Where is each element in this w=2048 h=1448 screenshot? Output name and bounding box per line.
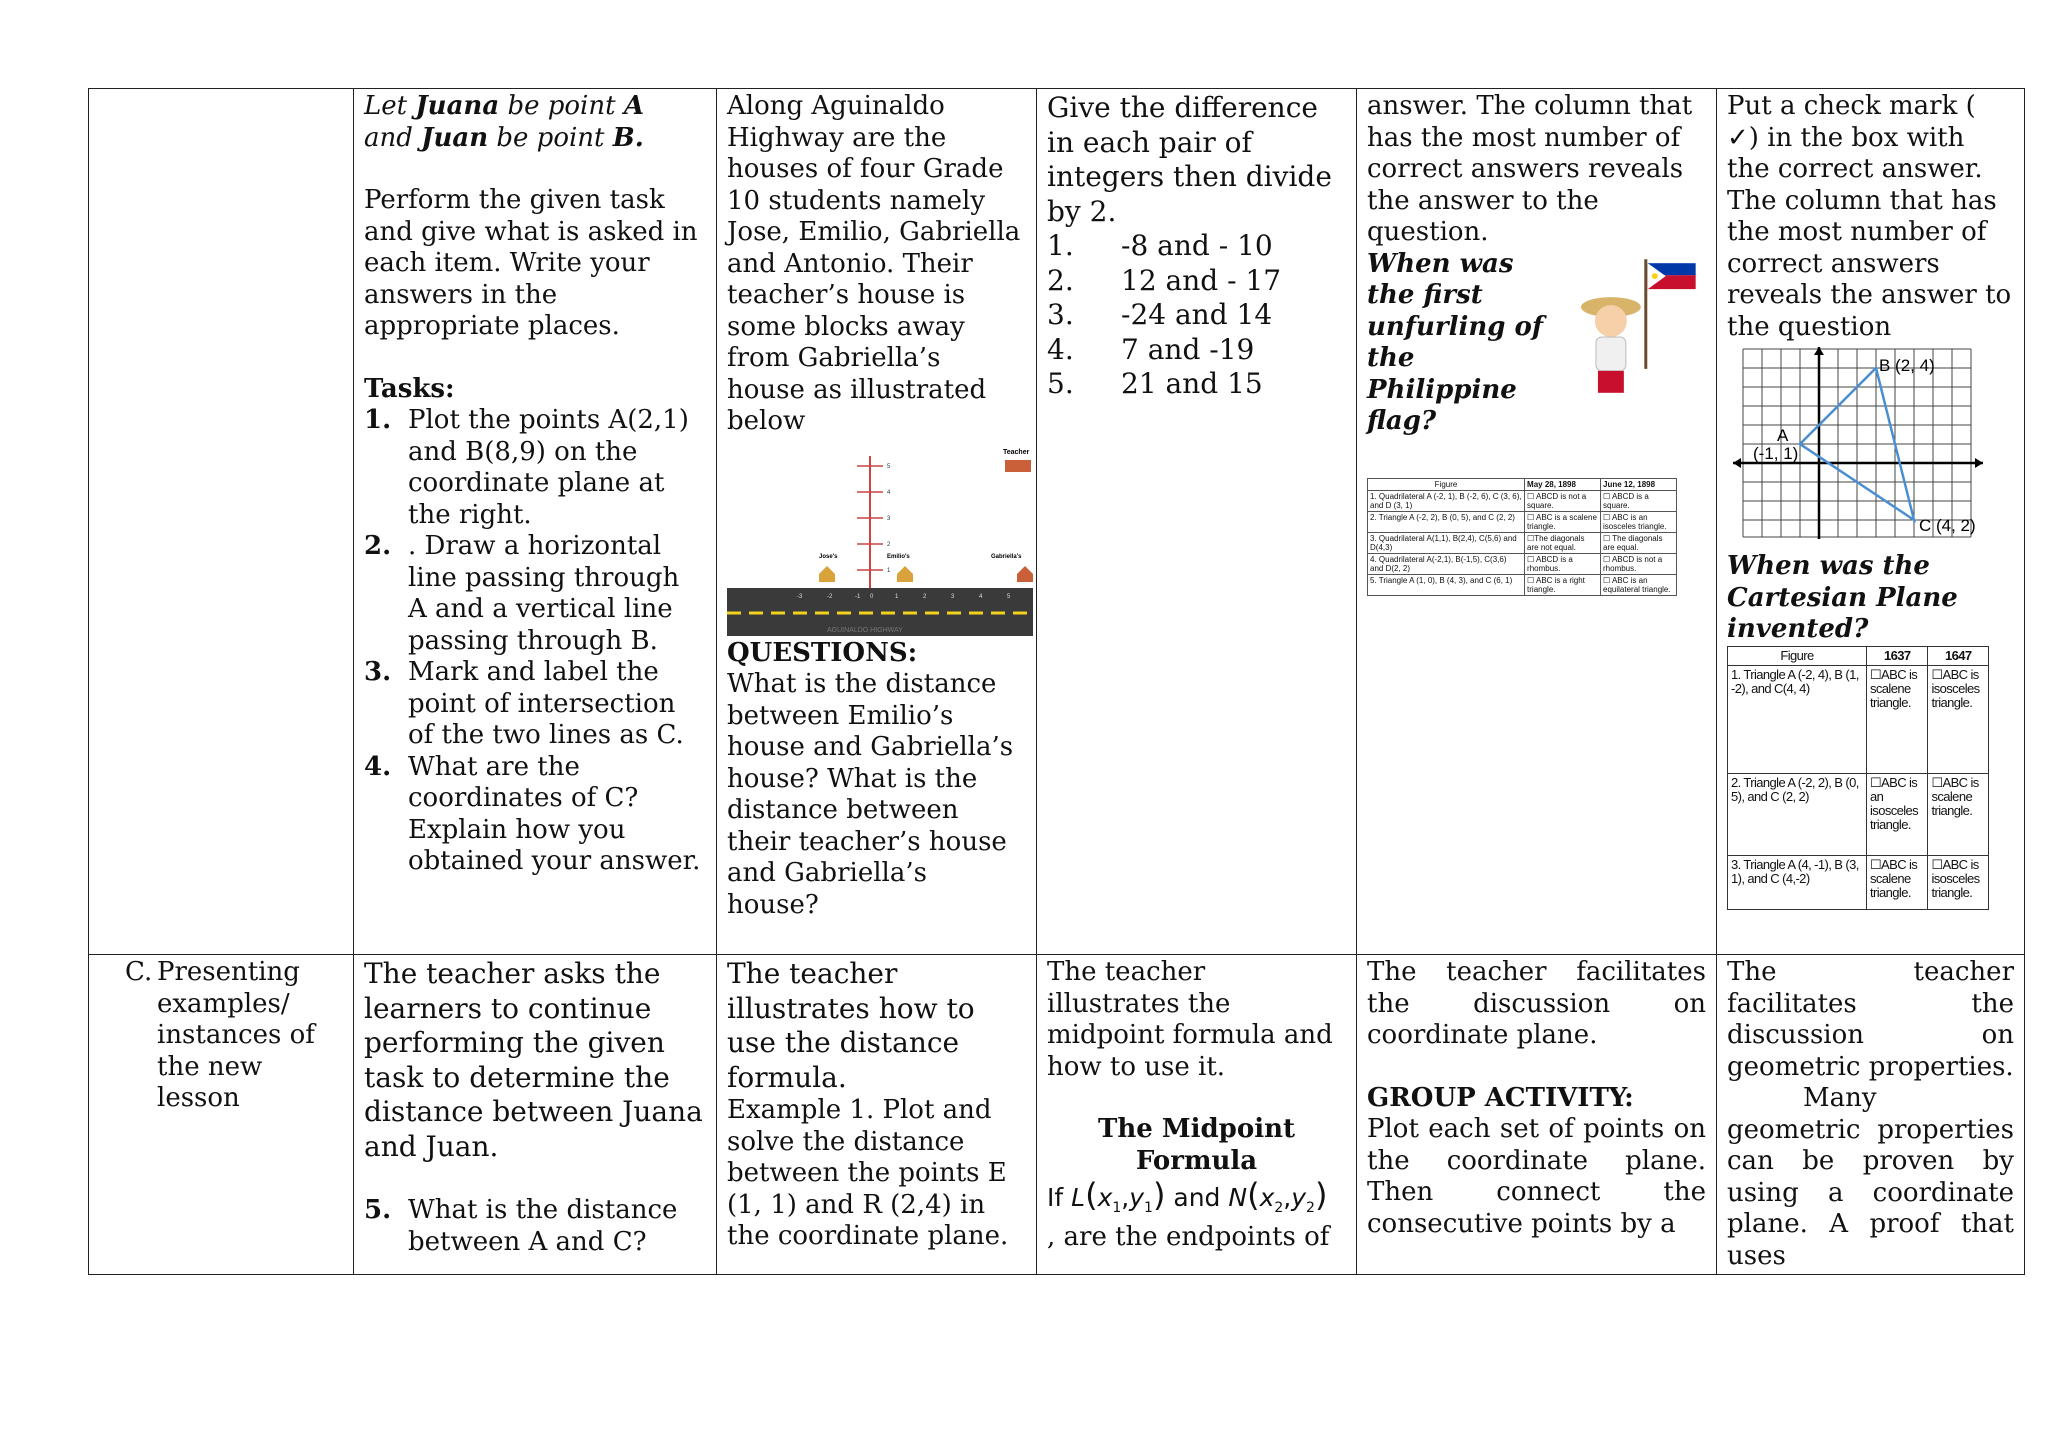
midpoint-formula-cell (1037, 955, 1357, 1275)
flag-answer-table: Figure May 28, 1898 June 12, 1898 1. Quadrilateral A (-2, 1), B (-2, 6), C (3, 6), and D (3, 1) ☐ ABCD is not a square. ☐ ABCD is a square. 2. Triangle A (-2, 2), B (0, 5), and C (2, 2) ☐ ABC is a scalene triangle. ☐ ABC is an isosceles triangle. 3. Quadrilateral A(1,1), B(2,4), C(5,6) and D(4,3) ☐The diagonals are not equal. ☐ The diagonals are equal. 4. Quadrilateral A(-2,1), B(-1,5), C(3,6) and D(2, 2) ☐ ABCD is a rhombus. ☐ ABCD is not a rhombus. 5. Triangle A (1, 0), B (4, 3), and C (6, 1) ☐ ABC is a right triangle. ☐ ABC is an equilateral triangle. (1367, 478, 1677, 596)
midpoint-formula: If $L(x_1,y_1)$ and $N(x_2,y_2)$ (1047, 1176, 1328, 1216)
y-tick-label: 4 (887, 489, 891, 496)
questions-text: What is the distance between Emilio’s house and Gabriella’s house? What is the distance between their teacher’s house and Gabriella’s house? (727, 669, 1014, 920)
task-instruction: Perform the given task and give what is asked in each item. Write your answers in the appropriate places. (364, 185, 698, 341)
list-item: 1. -8 and - 10 (1047, 229, 1273, 262)
table-row (89, 89, 2025, 955)
cartesian-question: When was the Cartesian Plane invented? (1727, 551, 1958, 644)
x-tick-label: -3 (797, 593, 803, 600)
list-item: 4. 7 and -19 (1047, 332, 1255, 366)
boy-with-flag-illustration (1576, 249, 1706, 409)
geometric-proof-text: Many geometric properties can be proven by using a coordinate plane. A proof that uses (1727, 1083, 2014, 1271)
x-tick-label: 1 (895, 593, 899, 600)
x-tick-label: -1 (855, 593, 861, 600)
list-item: 3. -24 and 14 (1047, 298, 1273, 331)
table-row: 4. Quadrilateral A(-2,1), B(-1,5), C(3,6) and D(2, 2) ☐ ABCD is a rhombus. ☐ ABCD is not a rhombus. (1368, 553, 1677, 574)
teacher-label: Teacher (1003, 448, 1030, 456)
list-item: 5. 21 and 15 (1047, 367, 1263, 400)
section-label-cell (89, 955, 354, 1275)
jose-label: Jose's (819, 553, 838, 560)
y-tick-label: 1 (887, 567, 891, 574)
group-activity-heading: GROUP ACTIVITY: (1367, 1082, 1634, 1113)
example-1-text: Example 1. Plot and solve the distance between the points E (1, 1) and R (2,4) in the coordinate plane. (727, 1095, 1009, 1251)
emilio-label: Emilio's (887, 553, 910, 560)
highway-map-illustration (727, 446, 1033, 636)
gabriella-label: Gabriella's (991, 553, 1022, 560)
gabriella-house-icon (1017, 566, 1033, 582)
group-activity-text: Plot each set of points on the coordinate plane. Then connect the consecutive points by a (1367, 1114, 1706, 1239)
midpoint-formula-title: The Midpoint Formula (1098, 1114, 1295, 1176)
coordinate-plane-group-cell (1357, 955, 1717, 1275)
x-tick-label: 2 (923, 593, 927, 600)
table-row: 3. Triangle A (4, -1), B (3, 1), and C (4,-2) ☐ABC is scalene triangle. ☐ABC is isosceles triangle. (1728, 855, 1989, 909)
table-row: 5. Triangle A (1, 0), B (4, 3), and C (6, 1) ☐ ABC is a right triangle. ☐ ABC is an equilateral triangle. (1368, 574, 1677, 595)
juana-juan-distance-cell (354, 955, 717, 1275)
list-item: 2. 12 and - 17 (1047, 263, 1282, 297)
distance-formula-cell (717, 955, 1037, 1275)
list-item: 2. . Draw a horizontal line passing through A and a vertical line passing through B. (364, 531, 680, 656)
jose-house-icon (819, 566, 835, 582)
x-tick-label: 4 (979, 593, 983, 600)
table-row: 2. Triangle A (-2, 2), B (0, 5), and C (2, 2) ☐ABC is an isosceles triangle. ☐ABC is scalene triangle. (1728, 773, 1989, 855)
philippine-flag-cell (1357, 89, 1717, 955)
integers-instruction: Give the difference in each pair of integers then divide by 2. (1047, 91, 1332, 228)
highway-story: Along Aguinaldo Highway are the houses of four Grade 10 students namely Jose, Emilio, Gabriella and Antonio. Their teacher’s house is some blocks away from Gabriella’s house as illustrated below (727, 91, 1021, 436)
list-item: 4. What are the coordinates of C? Explain how you obtained your answer. (364, 751, 701, 876)
x-tick-label: 3 (951, 593, 955, 600)
integers-cell (1037, 89, 1357, 955)
point-c-label: C (4, 2) (1919, 516, 1976, 535)
table-row: 2. Triangle A (-2, 2), B (0, 5), and C (2, 2) ☐ ABC is a scalene triangle. ☐ ABC is an isosceles triangle. (1368, 511, 1677, 532)
geometric-properties-text: The teacher facilitates the discussion on geometric properties. (1727, 957, 2014, 1082)
section-title: Presenting examples/ instances of the new lesson (157, 957, 315, 1113)
teacher-house-icon (1005, 460, 1031, 472)
table-row (89, 955, 2025, 1275)
cartesian-plane-cell (1717, 89, 2025, 955)
table-row: 3. Quadrilateral A(1,1), B(2,4), C(5,6) and D(4,3) ☐The diagonals are not equal. ☐ The diagonals are equal. (1368, 532, 1677, 553)
distance-formula-text: The teacher illustrates how to use the distance formula. (727, 957, 975, 1094)
point-b-label: B (2, 4) (1879, 356, 1935, 375)
midpoint-intro-text: The teacher illustrates the midpoint formula and how to use it. (1047, 957, 1333, 1082)
task-5: 5. What is the distance between A and C? (364, 1195, 678, 1257)
list-item: 1. Plot the points A(2,1) and B(8,9) on the coordinate plane at the right. (364, 405, 689, 530)
flag-question: When was the first unfurling of the Philippine flag? (1367, 248, 1544, 436)
y-tick-label: 2 (887, 541, 891, 548)
x-tick-label: 0 (870, 593, 874, 600)
lesson-plan-table (88, 88, 2025, 1275)
list-item: 3. Mark and label the point of intersection of the two lines as C. (364, 657, 684, 750)
tasks-heading: Tasks: (364, 373, 455, 404)
table-row: 1. Quadrilateral A (-2, 1), B (-2, 6), C (3, 6), and D (3, 1) ☐ ABCD is not a square. ☐ ABCD is a square. (1368, 490, 1677, 511)
x-tick-label: -2 (827, 593, 833, 600)
emilio-house-icon (897, 566, 913, 582)
cartesian-answer-table: Figure 1637 1647 1. Triangle A (-2, 4), B (1, -2), and C(4, 4) ☐ABC is scalene triangle. ☐ABC is isosceles triangle. 2. Triangle A (-2, 2), B (0, 5), and C (2, 2) ☐ABC is an isosceles triangle. ☐ABC is scalene triangle. 3. Triangle A (4, -1), B (3, 1), and C (4,-2) ☐ABC is scalene triangle. ☐ABC is isosceles triangle. (1727, 646, 1989, 910)
flag-activity-text: answer. The column that has the most number of correct answers reveals the answer to the question. (1367, 91, 1693, 247)
intro-line-2: and Juan be point B. (364, 122, 644, 153)
check-mark-instruction: Put a check mark ( ✓) in the box with the correct answer. The column that has the most number of correct answers reveals the answer to the question (1727, 91, 2012, 342)
road-label: AGUINALDO HIGHWAY (827, 626, 903, 634)
section-letter: C. (125, 957, 153, 987)
y-tick-label: 5 (887, 463, 891, 470)
geometric-properties-cell (1717, 955, 2025, 1275)
juana-juan-task-cell (354, 89, 717, 955)
empty-label-cell (89, 89, 354, 955)
table-row: 1. Triangle A (-2, 4), B (1, -2), and C(4, 4) ☐ABC is scalene triangle. ☐ABC is isosceles triangle. (1728, 665, 1989, 773)
continue-task-text: The teacher asks the learners to continue performing the given task to determine the distance between Juana and Juan. (364, 957, 703, 1163)
intro-line-1: Let Juana be point A (364, 91, 645, 121)
point-a-coords: (-1, 1) (1753, 444, 1799, 463)
coordinate-plane-text: The teacher facilitates the discussion on coordinate plane. (1367, 957, 1706, 1050)
questions-heading: QUESTIONS: (727, 637, 918, 668)
y-tick-label: 3 (887, 515, 891, 522)
aguinaldo-highway-cell (717, 89, 1037, 955)
triangle-graph (1731, 345, 1991, 541)
task-list (364, 405, 706, 878)
midpoint-formula-tail: , are the endpoints of (1047, 1222, 1330, 1252)
x-tick-label: 5 (1007, 593, 1011, 600)
integer-pairs-list (1047, 229, 1346, 402)
point-a-label: A (1777, 426, 1789, 445)
